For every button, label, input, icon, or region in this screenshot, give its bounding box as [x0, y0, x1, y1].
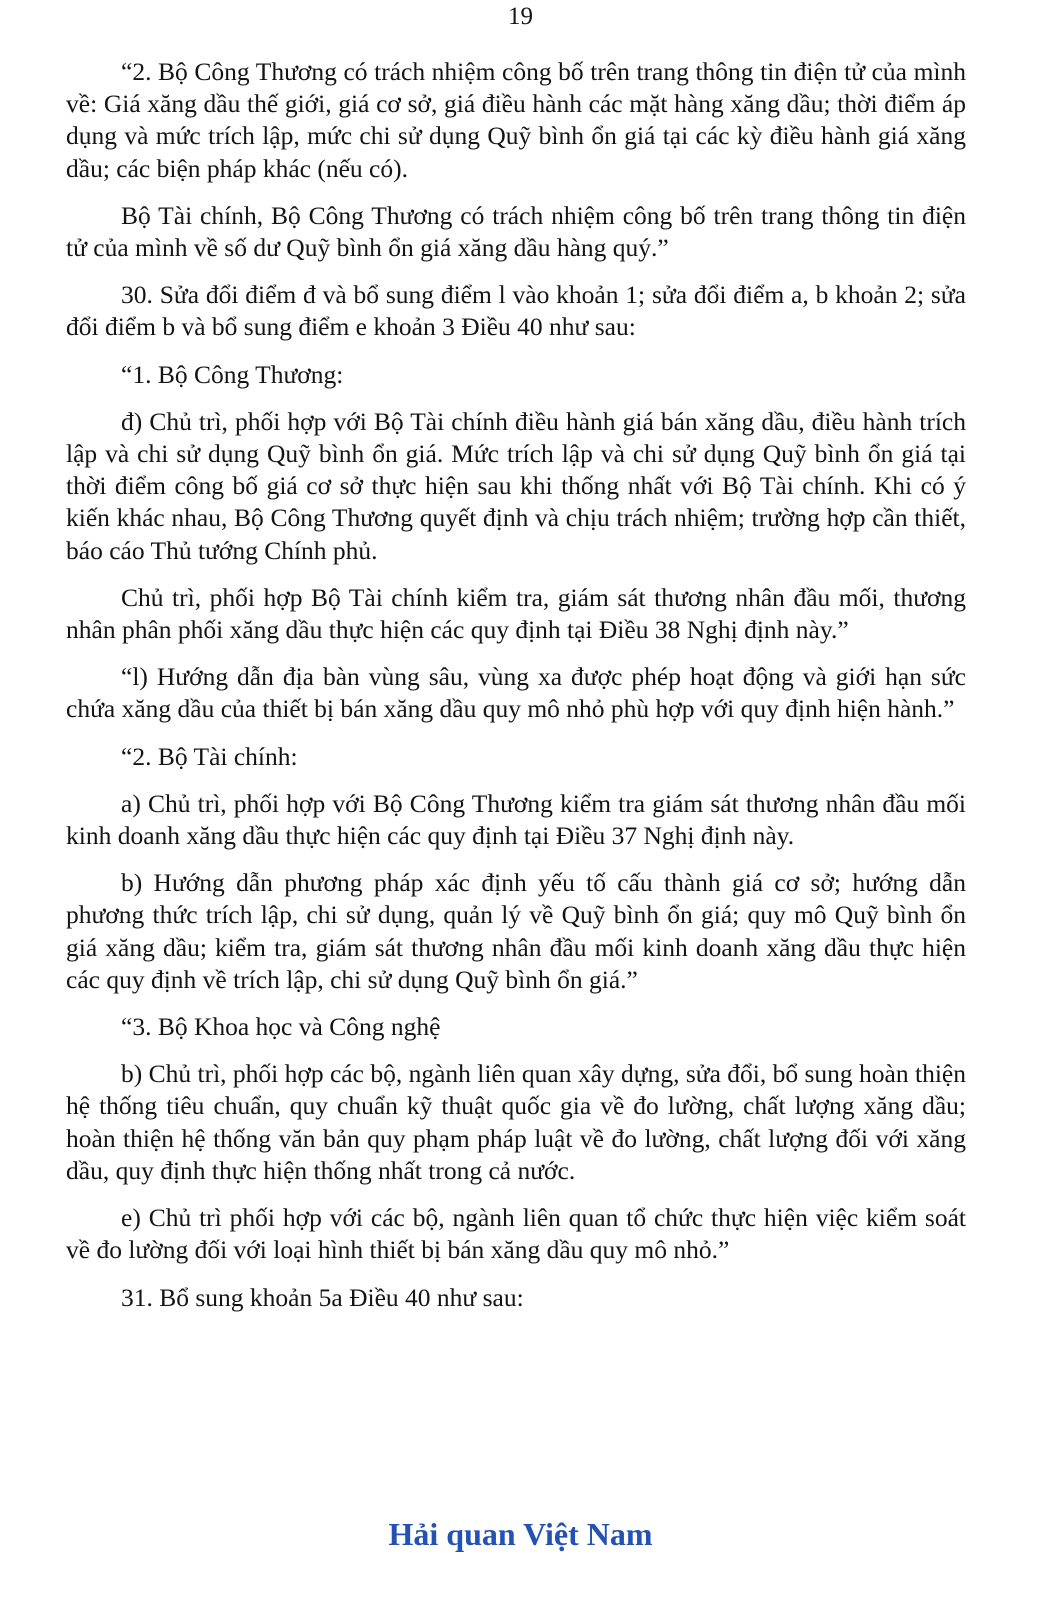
paragraph-point-b-tai-chinh: b) Hướng dẫn phương pháp xác định yếu tố cấu thành giá cơ sở; hướng dẫn phương thức trích lập, chi sử dụng, quản lý về Quỹ bình ổn giá; quy mô Quỹ bình ổn giá xăng dầu; kiểm tra, giám sát thương nhân đầu mối kinh doanh xăng dầu thực hiện các quy định về trích lập, chi sử dụng Quỹ bình ổn giá.”: [66, 868, 966, 994]
paragraph-point-a: a) Chủ trì, phối hợp với Bộ Công Thương kiểm tra giám sát thương nhân đầu mối kinh doanh xăng dầu thực hiện các quy định tại Điều 37 Nghị định này.: [66, 788, 966, 851]
paragraph-point-d: đ) Chủ trì, phối hợp với Bộ Tài chính điều hành giá bán xăng dầu, điều hành trích lập và chi sử dụng Quỹ bình ổn giá. Mức trích lập và chi sử dụng Quỹ bình ổn giá tại thời điểm công bố giá cơ sở thực hiện sau khi thống nhất với Bộ Tài chính. Khi có ý kiến khác nhau, Bộ Công Thương quyết định và chịu trách nhiệm; trường hợp cần thiết, báo cáo Thủ tướng Chính phủ.: [66, 406, 966, 565]
paragraph-point-b-khcn: b) Chủ trì, phối hợp các bộ, ngành liên quan xây dựng, sửa đổi, bổ sung hoàn thiện hệ thống tiêu chuẩn, quy chuẩn kỹ thuật quốc gia về đo lường, chất lượng xăng dầu; hoàn thiện hệ thống văn bản quy phạm pháp luật về đo lường, chất lượng đối với xăng dầu, quy định thực hiện thống nhất trong cả nước.: [66, 1059, 966, 1185]
paragraph-point-e: e) Chủ trì phối hợp với các bộ, ngành liên quan tổ chức thực hiện việc kiểm soát về đo lường đối với loại hình thiết bị bán xăng dầu quy mô nhỏ.”: [66, 1203, 966, 1265]
paragraph-3-bo-khcn: “3. Bộ Khoa học và Công nghệ: [121, 1012, 441, 1042]
paragraph-2-bo-cong-thuong: “2. Bộ Công Thương có trách nhiệm công bố trên trang thông tin điện tử của mình về: Giá xăng dầu thế giới, giá cơ sở, giá điều hành các mặt hàng xăng dầu; thời điểm áp dụng và mức trích lập, mức chi sử dụng Quỹ bình ổn giá tại các kỳ điều hành giá xăng dầu; các biện pháp khác (nếu có).: [66, 57, 966, 183]
paragraph-2-bo-tai-chinh: “2. Bộ Tài chính:: [121, 741, 298, 771]
paragraph-1-bo-cong-thuong: “1. Bộ Công Thương:: [121, 359, 344, 389]
paragraph-so-du-quy: Bộ Tài chính, Bộ Công Thương có trách nhiệm công bố trên trang thông tin điện tử của mình về số dư Quỹ bình ổn giá xăng dầu hàng quý.”: [66, 200, 966, 263]
paragraph-chu-tri-kiem-tra: Chủ trì, phối hợp Bộ Tài chính kiểm tra, giám sát thương nhân đầu mối, thương nhân phân phối xăng dầu thực hiện các quy định tại Điều 38 Nghị định này.”: [66, 582, 966, 645]
footer-watermark: Hải quan Việt Nam: [388, 1516, 653, 1552]
document-body: [66, 56, 966, 1329]
page-number: 19: [508, 3, 533, 30]
paragraph-point-l: “l) Hướng dẫn địa bàn vùng sâu, vùng xa được phép hoạt động và giới hạn sức chứa xăng dầu của thiết bị bán xăng dầu quy mô nhỏ phù hợp với quy định hiện hành.”: [66, 662, 966, 724]
paragraph-item-31: 31. Bổ sung khoản 5a Điều 40 như sau:: [121, 1282, 524, 1312]
paragraph-item-30: 30. Sửa đổi điểm đ và bổ sung điểm l vào khoản 1; sửa đổi điểm a, b khoản 2; sửa đổi điểm b và bổ sung điểm e khoản 3 Điều 40 như sau:: [66, 280, 966, 342]
